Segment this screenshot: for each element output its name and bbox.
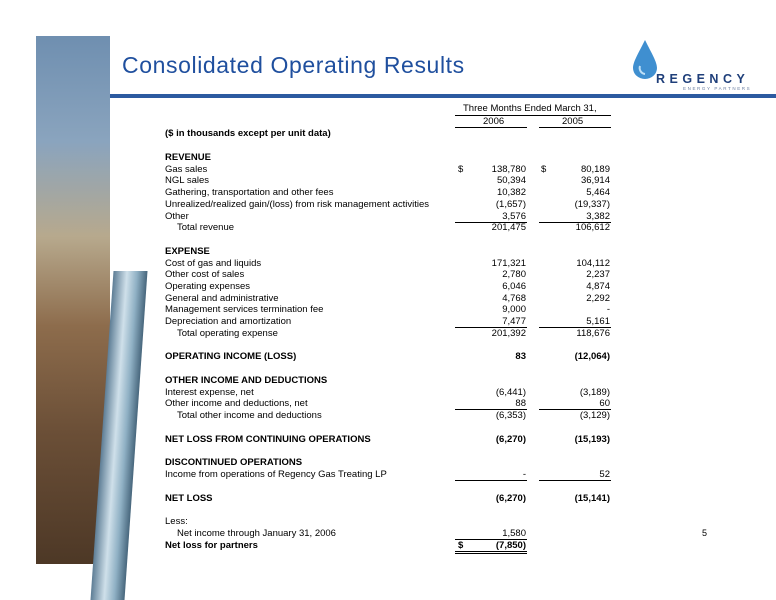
title-rule [110,94,776,98]
value-2006: 1,580 [502,527,526,539]
logo-tagline: ENERGY PARTNERS [683,86,752,91]
row-label: Gas sales [165,163,208,175]
row-label: Gathering, transportation and other fees [165,187,334,199]
row-label: Unrealized/realized gain/(loss) from risk management activities [165,198,429,210]
row-label: General and administrative [165,292,279,304]
value-2006: 4,768 [502,292,526,304]
row-label: Total other income and deductions [177,410,322,421]
row-label: NET LOSS FROM CONTINUING OPERATIONS [165,433,371,445]
value-2005: 5,161 [586,316,610,327]
value-2005: (15,193) [574,433,610,445]
value-2006: 83 [515,351,526,363]
dollar-sign: $ [541,163,547,175]
page-title: Consolidated Operating Results [122,52,465,78]
value-2005: (3,189) [579,386,610,398]
value-2006: 138,780 [491,163,526,175]
value-2005: (15,141) [574,492,610,504]
units-note: ($ in thousands except per unit data) [165,128,331,139]
value-2005: 80,189 [580,163,610,175]
subtotal-underline [455,480,527,481]
row-label: NGL sales [165,175,209,187]
subtotal-underline [539,480,611,481]
row-label: Interest expense, net [165,386,254,398]
dollar-sign: $ [458,539,464,551]
value-2006: (7,850) [495,539,526,551]
total-double-underline [455,551,527,552]
col2-header-underline [539,127,611,128]
column-header-2005: 2005 [562,116,584,127]
column-header-2006: 2006 [483,116,505,127]
row-label: Net income through January 31, 2006 [177,527,336,539]
row-label: Depreciation and amortization [165,316,292,327]
value-2006: 201,392 [491,327,526,339]
value-2005: 104,112 [576,257,610,269]
value-2006: 6,046 [502,280,526,292]
value-2006: 3,576 [502,210,526,222]
value-2005: 52 [599,468,610,480]
value-2005: 60 [599,398,610,410]
value-2006: (6,441) [495,386,526,398]
row-label: NET LOSS [165,492,213,504]
value-2005: (19,337) [574,198,610,210]
value-2006: (1,657) [495,198,526,210]
row-label: Income from operations of Regency Gas Treating LP [165,468,387,480]
total-double-underline [455,553,527,554]
value-2005: 2,237 [586,269,610,281]
row-label: Other income and deductions, net [165,398,308,410]
value-2006: 7,477 [502,316,526,327]
row-label: DISCONTINUED OPERATIONS [165,457,303,469]
value-2006: 2,780 [502,269,526,281]
row-label: Other [165,210,189,222]
value-2006: 201,475 [491,222,526,234]
value-2005: 5,464 [586,187,610,199]
row-label: Cost of gas and liquids [165,257,262,269]
logo-wordmark: REGENCY [656,72,750,86]
row-label: Total revenue [177,222,235,234]
pipeline-photo [36,36,110,564]
value-2005: 4,874 [586,280,610,292]
value-2005: (12,064) [574,351,610,363]
value-2006: (6,270) [495,492,526,504]
row-label: Operating expenses [165,280,251,292]
value-2006: 171,321 [491,257,526,269]
row-label: EXPENSE [165,245,210,257]
dollar-sign: $ [458,163,464,175]
value-2005: (3,129) [579,410,610,421]
row-label: Total operating expense [177,327,278,339]
value-2005: 118,676 [576,327,610,339]
period-header: Three Months Ended March 31, [463,103,597,114]
row-label: REVENUE [165,152,211,163]
row-label: OTHER INCOME AND DEDUCTIONS [165,374,328,386]
value-2005: 106,612 [575,222,610,234]
row-label: Management services termination fee [165,304,324,316]
value-2006: 10,382 [496,187,526,199]
value-2006: - [522,468,526,480]
period-underline [455,115,611,116]
value-2006: 50,394 [496,175,526,187]
col1-header-underline [455,127,527,128]
value-2006: (6,270) [495,433,526,445]
row-label: Net loss for partners [165,539,258,551]
pipeline-image [90,271,147,600]
value-2006: 88 [515,398,526,410]
page-number: 5 [702,528,708,538]
row-label: Other cost of sales [165,269,245,281]
value-2005: - [606,304,610,316]
value-2005: 36,914 [580,175,610,187]
value-2005: 2,292 [586,292,610,304]
row-label: OPERATING INCOME (LOSS) [165,351,297,363]
value-2005: 3,382 [586,210,610,222]
value-2006: 9,000 [502,304,526,316]
value-2006: (6,353) [495,410,526,421]
row-label: Less: [165,516,188,528]
